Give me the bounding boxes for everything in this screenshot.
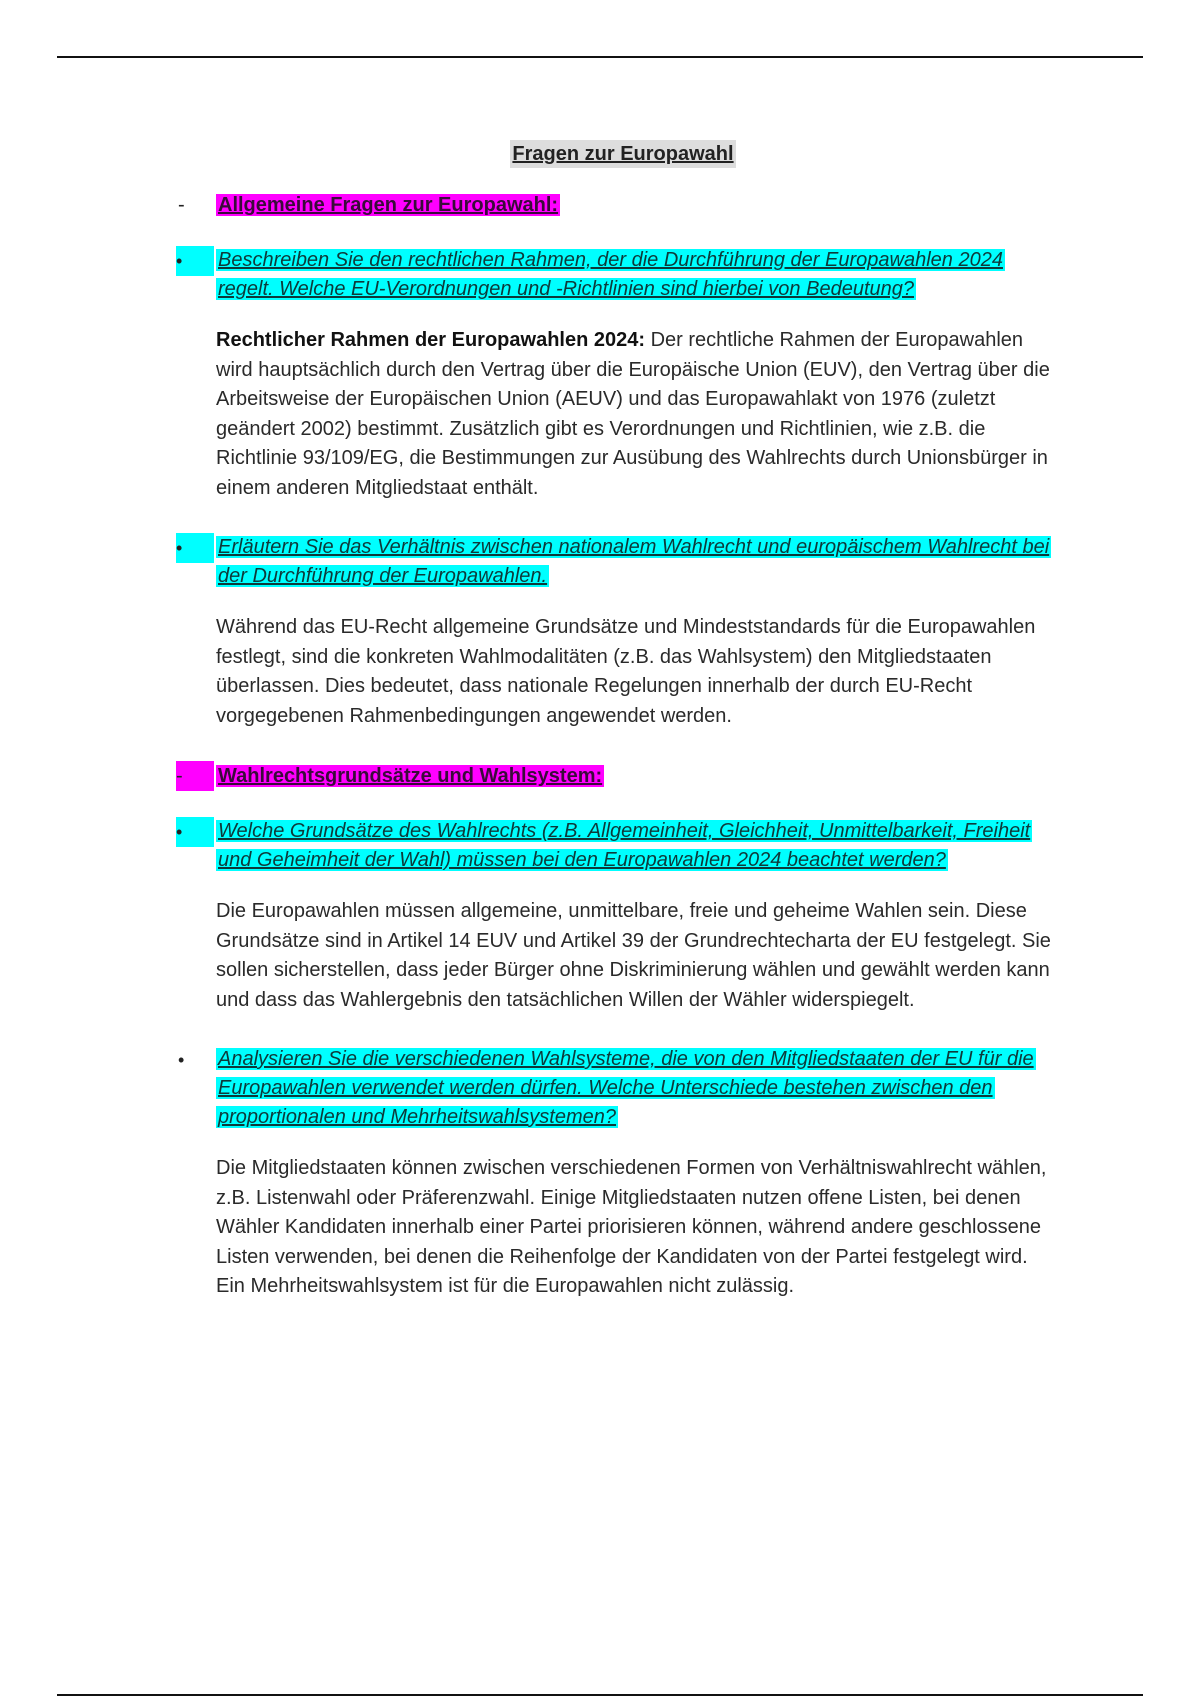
bullet-marker: • [178, 1050, 185, 1070]
question-text: Welche Grundsätze des Wahlrechts (z.B. Allgemeinheit, Gleichheit, Unmittelbarkeit, Freiheit und Geheimheit der Wahl) müssen bei den Europawahlen 2024 beachtet werden? [218, 820, 1031, 871]
section-general-questions [178, 190, 1058, 220]
answer-paragraph [216, 1154, 1058, 1302]
question-text: Beschreiben Sie den rechtlichen Rahmen, der die Durchführung der Europawahlen 2024 regelt. Welche EU-Verordnungen und -Richtlinien sind hierbei von Bedeutung? [218, 249, 1003, 300]
title-block [178, 140, 1058, 168]
question-text: Analysieren Sie die verschiedenen Wahlsysteme, die von den Mitgliedstaaten der EU für die Europawahlen verwendet werden dürfen. Welche Unterschiede bestehen zwischen den proportionalen und Mehrheitswahlsystemen? [218, 1048, 1034, 1128]
question-item [178, 1045, 1058, 1132]
answer-paragraph [216, 326, 1058, 503]
page-title: Fragen zur Europawahl [510, 140, 735, 168]
section-heading: Wahlrechtsgrundsätze und Wahlsystem: [218, 765, 603, 787]
section-voting-principles [178, 761, 1058, 791]
answer-lead: Rechtlicher Rahmen der Europawahlen 2024: [216, 329, 646, 351]
answer-text: Die Mitgliedstaaten können zwischen verschiedenen Formen von Verhältniswahlrecht wählen, z.B. Listenwahl oder Präferenzwahl. Einige Mitgliedstaaten nutzen offene Listen, bei denen Wähler Kandidaten innerhalb einer Partei priorisieren können, während andere geschlossene Listen verwenden, bei denen die Reihenfolge der Kandidaten von der Partei festgelegt wird. Ein Mehrheitswahlsystem ist für die Europawahlen nicht zulässig. [216, 1157, 1047, 1297]
answer-paragraph [216, 613, 1058, 731]
question-text: Erläutern Sie das Verhältnis zwischen nationalem Wahlrecht und europäischem Wahlrecht bei der Durchführung der Europawahlen. [218, 536, 1050, 587]
answer-text: Die Europawahlen müssen allgemeine, unmittelbare, freie und geheime Wahlen sein. Diese Grundsätze sind in Artikel 14 EUV und Artikel 39 der Grundrechtecharta der EU festgelegt. Sie sollen sicherstellen, dass jeder Bürger ohne Diskriminierung wählen und gewählt werden kann und dass das Wahlergebnis den tatsächlichen Willen der Wähler widerspiegelt. [216, 900, 1051, 1011]
bullet-marker: • [176, 533, 214, 563]
document-body [178, 140, 1058, 1332]
bullet-marker: • [176, 246, 214, 276]
question-item [178, 246, 1058, 304]
bottom-rule [57, 1694, 1143, 1696]
bullet-marker: • [176, 817, 214, 847]
answer-paragraph [216, 897, 1058, 1015]
answer-text: Der rechtliche Rahmen der Europawahlen wird hauptsächlich durch den Vertrag über die Europäische Union (EUV), den Vertrag über die Arbeitsweise der Europäischen Union (AEUV) und das Europawahlakt von 1976 (zuletzt geändert 2002) bestimmt. Zusätzlich gibt es Verordnungen und Richtlinien, wie z.B. die Richtlinie 93/109/EG, die Bestimmungen zur Ausübung des Wahlrechts durch Unionsbürger in einem anderen Mitgliedstaat enthält. [216, 329, 1050, 499]
top-rule [57, 56, 1143, 58]
question-item [178, 533, 1058, 591]
section-dash-marker: - [176, 761, 214, 791]
section-heading: Allgemeine Fragen zur Europawahl: [218, 194, 559, 216]
section-dash-marker: - [178, 194, 185, 216]
question-item [178, 817, 1058, 875]
answer-text: Während das EU-Recht allgemeine Grundsätze und Mindeststandards für die Europawahlen festlegt, sind die konkreten Wahlmodalitäten (z.B. das Wahlsystem) den Mitgliedstaaten überlassen. Dies bedeutet, dass nationale Regelungen innerhalb der durch EU-Recht vorgegebenen Rahmenbedingungen angewendet werden. [216, 616, 1036, 727]
